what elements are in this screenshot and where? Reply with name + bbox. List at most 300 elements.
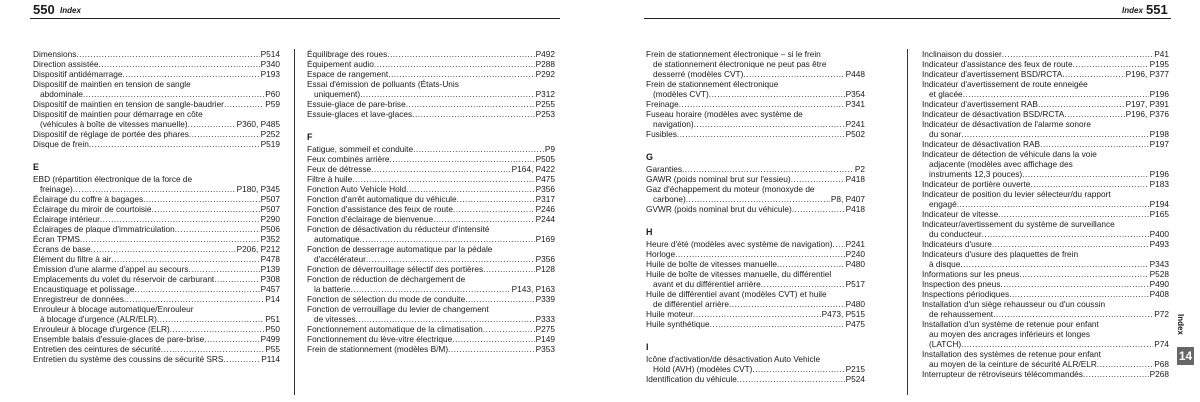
index-entry[interactable] — [33, 334, 280, 344]
index-entry[interactable] — [646, 269, 865, 289]
index-entry[interactable] — [33, 274, 280, 284]
index-entry-text: Hold (AVH) (modèles CVT) — [653, 364, 753, 374]
index-entry[interactable] — [646, 309, 865, 319]
index-entry[interactable] — [922, 109, 1169, 119]
index-page-reference[interactable]: P448 — [845, 69, 865, 79]
index-page-reference[interactable]: P506 — [260, 224, 280, 234]
index-entry-text: Huile de différentiel avant (modèles CVT) et huile — [646, 289, 827, 299]
index-page-reference[interactable]: P206, P212 — [236, 244, 280, 254]
index-page-reference[interactable]: P164, P422 — [511, 164, 555, 174]
index-page-reference[interactable]: P240 — [845, 249, 865, 259]
index-entry-text: Émission d'une alarme d'appel au secours — [33, 264, 189, 274]
index-page-reference[interactable]: P400 — [1149, 229, 1169, 239]
index-entry-text: du conducteur — [929, 229, 982, 239]
index-page-reference[interactable]: P312 — [535, 89, 555, 99]
index-page-reference[interactable]: P215 — [845, 364, 865, 374]
index-entry[interactable] — [646, 289, 865, 309]
index-entry[interactable] — [307, 214, 555, 224]
index-entry[interactable] — [33, 194, 280, 204]
index-entry[interactable] — [922, 59, 1169, 69]
index-page-reference[interactable]: P198 — [1149, 129, 1169, 139]
index-entry-text: Indicateur de vitesse — [922, 209, 999, 219]
index-page-reference[interactable]: P528 — [1149, 269, 1169, 279]
index-entry-text: au moyen de la ceinture de sécurité ALR/ELR — [929, 359, 1097, 369]
index-entry-text: Frein de stationnement (modèles B/M) — [307, 344, 449, 354]
index-entry-text: Fonctionnement automatique de la climatisation — [307, 324, 483, 334]
index-entry-text: Enrouleur à blocage automatique/Enrouleur — [33, 304, 194, 314]
index-page-reference[interactable]: P492 — [535, 49, 555, 59]
dot-leader — [761, 279, 845, 289]
index-page-reference[interactable]: P490 — [1149, 279, 1169, 289]
index-page-reference[interactable]: P149 — [535, 334, 555, 344]
index-page-reference[interactable]: P195 — [1149, 59, 1169, 69]
index-entry[interactable] — [307, 344, 555, 354]
dot-leader — [1097, 359, 1153, 369]
index-entry-text: Indicateur de désactivation RAB — [922, 139, 1041, 149]
index-page-reference[interactable]: P524 — [845, 374, 865, 384]
left-page-title: Index — [60, 6, 81, 15]
index-entry[interactable] — [922, 349, 1169, 369]
dot-leader — [777, 259, 845, 269]
index-entry[interactable] — [307, 49, 555, 59]
index-entry-text: Dispositif de maintien en tension de sangle-baudrier — [33, 99, 224, 109]
dot-leader — [188, 264, 259, 274]
index-page-reference[interactable]: P502 — [845, 129, 865, 139]
index-entry-text: Indicateur de détection de véhicule dans la voie — [922, 149, 1097, 159]
index-entry[interactable] — [307, 334, 555, 344]
index-entry[interactable] — [307, 244, 555, 264]
dot-leader — [961, 339, 1153, 349]
index-entry[interactable] — [33, 174, 280, 194]
index-entry[interactable] — [922, 299, 1169, 319]
index-entry-text: Entretien du système des coussins de sécurité SRS — [33, 354, 224, 364]
index-entry[interactable] — [922, 99, 1169, 109]
index-entry-text: du sonar — [929, 129, 962, 139]
index-page-reference[interactable]: P8, P407 — [830, 194, 865, 204]
index-entry[interactable] — [33, 224, 280, 234]
dot-leader — [170, 324, 265, 334]
dot-leader — [366, 254, 535, 264]
index-entry-text: Entretien des ceintures de sécurité — [33, 344, 161, 354]
dot-leader — [388, 69, 534, 79]
index-page-reference[interactable]: P288 — [535, 59, 555, 69]
index-page-reference[interactable]: P343 — [1149, 259, 1169, 269]
dot-leader — [963, 89, 1149, 99]
dot-leader — [406, 99, 535, 109]
index-entry-text: Installation des systèmes de retenue pour enfant — [922, 349, 1101, 359]
index-entry-text: navigation) — [653, 119, 694, 129]
dot-leader — [1073, 59, 1149, 69]
index-entry[interactable] — [307, 79, 555, 99]
dot-leader — [223, 354, 260, 364]
index-page-reference[interactable]: P352 — [260, 234, 280, 244]
index-entry[interactable] — [307, 144, 555, 154]
index-page-reference[interactable]: P473, P515 — [821, 309, 865, 319]
index-entry-text: Indicateur d'assistance des feux de route — [922, 59, 1073, 69]
index-letter-heading: F — [307, 132, 313, 142]
index-entry-text: Fonction de désactivation du réducteur d'intensité — [307, 224, 490, 234]
index-entry-text: Heure d'été (modèles avec système de navigation) — [646, 239, 833, 249]
index-page-reference[interactable]: P252 — [260, 129, 280, 139]
index-entry-text: Dispositif de maintien pour démarrage en côte — [33, 109, 203, 119]
index-entry[interactable] — [922, 79, 1169, 99]
index-entry[interactable] — [307, 304, 555, 324]
index-entry[interactable] — [922, 239, 1169, 249]
index-entry-text: Huile de boîte de vitesses manuelle — [646, 259, 777, 269]
index-page-reference[interactable]: P340 — [260, 59, 280, 69]
index-entry-text: Huile moteur — [646, 309, 694, 319]
index-page-reference[interactable]: P408 — [1149, 289, 1169, 299]
index-entry-text: Élément du filtre à air — [33, 254, 112, 264]
index-page-reference[interactable]: P275 — [535, 324, 555, 334]
index-entry-text: adjacente (modèles avec affichage des — [929, 159, 1073, 169]
index-page-reference[interactable]: P308 — [260, 274, 280, 284]
index-page-reference[interactable]: P241 — [845, 239, 865, 249]
index-entry-text: Éclairages de plaque d'immatriculation — [33, 224, 175, 234]
index-entry[interactable] — [307, 109, 555, 119]
index-entry[interactable] — [922, 49, 1169, 59]
dot-leader — [406, 184, 534, 194]
index-page-reference[interactable]: P114 — [261, 354, 280, 364]
dot-leader — [483, 264, 534, 274]
dot-leader — [452, 334, 534, 344]
index-entry-text: Icône d'activation/de désactivation Auto Vehicle — [646, 354, 821, 364]
index-entry[interactable] — [33, 344, 280, 354]
index-letter-heading: I — [646, 342, 649, 352]
index-entry[interactable] — [922, 369, 1169, 379]
index-page-reference[interactable]: P9 — [544, 144, 555, 154]
index-entry[interactable] — [922, 179, 1169, 189]
index-page-reference[interactable]: P193 — [260, 69, 280, 79]
index-entry[interactable] — [33, 354, 280, 364]
index-entry[interactable] — [33, 284, 280, 294]
index-entry[interactable] — [33, 254, 280, 264]
index-entry[interactable] — [922, 119, 1169, 139]
index-entry[interactable] — [33, 99, 280, 109]
index-page-reference[interactable]: P41 — [1154, 49, 1169, 59]
index-entry[interactable] — [646, 99, 865, 109]
index-page-reference[interactable]: P50 — [265, 324, 280, 334]
index-entry[interactable] — [33, 304, 280, 324]
index-entry[interactable] — [33, 234, 280, 244]
index-entry[interactable] — [922, 149, 1169, 179]
index-entry-text: Garanties — [646, 164, 682, 174]
index-entry[interactable] — [33, 79, 280, 99]
dot-leader — [709, 89, 845, 99]
index-entry-text: à disque — [929, 259, 961, 269]
index-page-reference[interactable]: P354 — [845, 89, 865, 99]
index-entry[interactable] — [33, 49, 280, 59]
index-entry[interactable] — [307, 174, 555, 184]
index-entry[interactable] — [646, 164, 865, 174]
index-page-reference[interactable]: P60 — [265, 89, 280, 99]
index-entry[interactable] — [33, 129, 280, 139]
index-page-reference[interactable]: P353 — [535, 344, 555, 354]
index-entry[interactable] — [307, 204, 555, 214]
index-entry[interactable] — [307, 69, 555, 79]
index-page-reference[interactable]: P292 — [535, 69, 555, 79]
index-entry[interactable] — [646, 259, 865, 269]
index-entry[interactable] — [646, 249, 865, 259]
index-entry[interactable] — [33, 214, 280, 224]
index-entry-text: Fonction de déverrouillage sélectif des portières — [307, 264, 484, 274]
dot-leader — [961, 129, 1148, 139]
index-entry[interactable] — [922, 249, 1169, 269]
index-page-reference[interactable]: P74 — [1154, 339, 1169, 349]
index-entry-text: Indicateur d'avertissement RAB — [922, 99, 1038, 109]
index-entry-text: Fonction de sélection du mode de conduite — [307, 294, 466, 304]
index-entry[interactable] — [33, 264, 280, 274]
index-entry[interactable] — [646, 204, 865, 214]
index-entry[interactable] — [646, 239, 865, 249]
dot-leader — [1030, 179, 1148, 189]
index-page-reference[interactable]: P333 — [535, 314, 555, 324]
index-page-reference[interactable]: P165 — [1149, 209, 1169, 219]
index-entry-text: desserré (modèles CVT) — [653, 69, 744, 79]
index-entry[interactable] — [922, 319, 1169, 349]
index-page-reference[interactable]: P475 — [845, 319, 865, 329]
dot-leader — [352, 174, 534, 184]
index-entry[interactable] — [646, 109, 865, 129]
index-page-reference[interactable]: P356 — [535, 254, 555, 264]
index-entry[interactable] — [646, 79, 865, 99]
index-page-reference[interactable]: P241 — [845, 119, 865, 129]
dot-leader — [122, 69, 259, 79]
index-entry-text: Indicateurs d'usure des plaquettes de frein — [922, 249, 1079, 259]
dot-leader — [412, 109, 534, 119]
index-entry-text: Emplacements du volet du réservoir de carburant — [33, 274, 215, 284]
dot-leader — [98, 59, 259, 69]
index-entry[interactable] — [33, 69, 280, 79]
index-entry[interactable] — [307, 164, 555, 174]
index-entry-text: Horloge — [646, 249, 676, 259]
index-page-reference[interactable]: P139 — [260, 264, 280, 274]
index-entry-text: la batterie — [314, 284, 351, 294]
index-entry[interactable] — [922, 289, 1169, 299]
index-page-reference[interactable]: P341 — [845, 99, 865, 109]
dot-leader — [982, 229, 1149, 239]
index-entry[interactable] — [33, 59, 280, 69]
index-page-reference[interactable]: P128 — [535, 264, 555, 274]
index-column-2 — [307, 49, 555, 354]
dot-leader — [433, 214, 534, 224]
index-entry-text: Équipement audio — [307, 59, 374, 69]
index-entry[interactable] — [307, 194, 555, 204]
index-page-reference[interactable]: P339 — [535, 294, 555, 304]
dot-leader — [1009, 289, 1148, 299]
index-entry-text: Indicateur de désactivation de l'alarme sonore — [922, 119, 1092, 129]
index-entry[interactable] — [33, 244, 280, 254]
dot-leader — [998, 209, 1149, 219]
index-entry-text: (véhicules à boîte de vitesses manuelle) — [40, 119, 188, 129]
index-entry-text: Inclinaison du dossier — [922, 49, 1002, 59]
index-entry[interactable] — [922, 219, 1169, 239]
dot-leader — [157, 314, 264, 324]
index-page-reference[interactable]: P517 — [845, 279, 865, 289]
index-page-reference[interactable]: P478 — [260, 254, 280, 264]
index-page-reference[interactable]: P317 — [535, 194, 555, 204]
index-page-reference[interactable]: P194 — [1149, 199, 1169, 209]
dot-leader — [833, 239, 845, 249]
index-entry[interactable] — [646, 49, 865, 79]
dot-leader — [791, 174, 845, 184]
dot-leader — [214, 274, 259, 284]
index-entry-text: abdominale — [40, 89, 83, 99]
index-entry-text: Espace de rangement — [307, 69, 389, 79]
dot-leader — [1000, 279, 1148, 289]
index-page-reference[interactable]: P418 — [845, 174, 865, 184]
dot-leader — [161, 344, 264, 354]
index-page-reference[interactable]: P519 — [260, 139, 280, 149]
dot-leader — [1022, 169, 1148, 179]
index-page-reference[interactable]: P196 — [1149, 169, 1169, 179]
index-entry[interactable] — [646, 374, 865, 384]
index-page-reference[interactable]: P169 — [535, 234, 555, 244]
index-entry-text: engagé — [929, 199, 957, 209]
index-entry-text: Fonction de desserrage automatique par la pédale — [307, 244, 493, 254]
index-page-reference[interactable]: P480 — [845, 299, 865, 309]
dot-leader — [679, 99, 845, 109]
index-entry-text: Installation d'un siège rehausseur ou d'un coussin — [922, 299, 1106, 309]
index-entry-text: Indicateur/avertissement du système de surveillance — [922, 219, 1115, 229]
index-entry-text: avant et du différentiel arrière — [653, 279, 761, 289]
index-entry[interactable] — [646, 354, 865, 374]
index-letter-heading: E — [33, 162, 40, 172]
index-entry[interactable] — [307, 294, 555, 304]
index-entry[interactable] — [922, 139, 1169, 149]
index-entry-text: Essuie-glace de pare-brise — [307, 99, 406, 109]
index-page-reference[interactable]: P356 — [535, 184, 555, 194]
index-page-reference[interactable]: P253 — [535, 109, 555, 119]
index-entry-text: GAWR (poids nominal brut sur l'essieu) — [646, 174, 791, 184]
index-entry-text: à blocage d'urgence (ALR/ELR) — [40, 314, 157, 324]
index-entry[interactable] — [307, 274, 555, 294]
index-entry-text: et glacée — [929, 89, 963, 99]
index-page-reference[interactable]: P360, P485 — [236, 119, 280, 129]
dot-leader — [710, 319, 845, 329]
index-entry[interactable] — [646, 319, 865, 329]
index-entry[interactable] — [922, 69, 1169, 79]
index-entry-text: au moyen des ancrages inférieurs et longes — [929, 329, 1090, 339]
index-page-reference[interactable]: P457 — [260, 284, 280, 294]
index-page-reference[interactable]: P197 — [1149, 139, 1169, 149]
dot-leader — [189, 129, 260, 139]
dot-leader — [457, 194, 535, 204]
index-page-reference[interactable]: P255 — [535, 99, 555, 109]
index-page-reference[interactable]: P480 — [845, 259, 865, 269]
index-page-reference[interactable]: P507 — [260, 204, 280, 214]
index-page-reference[interactable]: P290 — [260, 214, 280, 224]
index-entry[interactable] — [922, 189, 1169, 209]
index-page-reference[interactable]: P268 — [1149, 369, 1169, 379]
index-column-1 — [33, 49, 280, 364]
index-page-reference[interactable]: P244 — [535, 214, 555, 224]
index-page-reference[interactable]: P59 — [265, 99, 280, 109]
dot-leader — [743, 69, 844, 79]
dot-leader — [413, 144, 544, 154]
index-page-reference[interactable]: P183 — [1149, 179, 1169, 189]
index-page-reference[interactable]: P418 — [845, 204, 865, 214]
dot-leader — [152, 204, 260, 214]
index-entry[interactable] — [307, 224, 555, 244]
dot-leader — [752, 364, 844, 374]
index-page-reference[interactable]: P499 — [260, 334, 280, 344]
left-page-number: 550 — [33, 2, 55, 17]
index-page-reference[interactable]: P72 — [1154, 309, 1169, 319]
dot-leader — [89, 139, 260, 149]
index-entry[interactable] — [922, 269, 1169, 279]
index-page-reference[interactable]: P55 — [265, 344, 280, 354]
index-page-reference[interactable]: P51 — [265, 314, 280, 324]
index-entry[interactable] — [307, 324, 555, 334]
index-page-reference[interactable]: P475 — [535, 174, 555, 184]
index-page-reference[interactable]: P143, P163 — [511, 284, 555, 294]
dot-leader — [1062, 69, 1124, 79]
index-page-reference[interactable]: P493 — [1149, 239, 1169, 249]
index-entry[interactable] — [307, 184, 555, 194]
index-entry-text: Inspection des pneus — [922, 279, 1001, 289]
dot-leader — [387, 49, 534, 59]
index-entry[interactable] — [33, 139, 280, 149]
index-entry-text: Écran TPMS — [33, 234, 80, 244]
index-entry-text: Enrouleur à blocage d'urgence (ELR) — [33, 324, 170, 334]
index-entry[interactable] — [307, 154, 555, 164]
index-entry-text: Disque de frein — [33, 139, 89, 149]
index-entry[interactable] — [646, 184, 865, 204]
index-entry-text: Éclairage du miroir de courtoisie — [33, 204, 152, 214]
index-page-reference[interactable]: P196, P377 — [1125, 69, 1169, 79]
index-entry[interactable] — [922, 209, 1169, 219]
index-entry-text: Freinage — [646, 99, 679, 109]
dot-leader — [374, 59, 535, 69]
index-page-reference[interactable]: P14 — [265, 294, 280, 304]
index-entry[interactable] — [33, 324, 280, 334]
dot-leader — [356, 314, 535, 324]
index-entry[interactable] — [33, 109, 280, 129]
index-page-reference[interactable]: P68 — [1154, 359, 1169, 369]
index-entry[interactable] — [646, 174, 865, 184]
index-entry-text: Indicateur de désactivation BSD/RCTA — [922, 109, 1065, 119]
index-page-reference[interactable]: P514 — [260, 49, 280, 59]
index-entry[interactable] — [307, 99, 555, 109]
right-page-title: Index — [1122, 6, 1143, 15]
index-page-reference[interactable]: P2 — [854, 164, 865, 174]
index-page-reference[interactable]: P505 — [535, 154, 555, 164]
index-entry-text: Indicateur d'avertissement BSD/RCTA — [922, 69, 1063, 79]
index-page-reference[interactable]: P507 — [260, 194, 280, 204]
index-page-reference[interactable]: P180, P345 — [236, 184, 280, 194]
index-entry-text: Fonction Auto Vehicle Hold — [307, 184, 407, 194]
index-entry[interactable] — [307, 264, 555, 274]
index-entry-text: EBD (répartition électronique de la force de — [33, 174, 193, 184]
index-entry-text: automatique — [314, 234, 360, 244]
index-entry[interactable] — [33, 204, 280, 214]
index-entry[interactable] — [922, 279, 1169, 289]
dot-leader — [188, 119, 236, 129]
index-entry[interactable] — [33, 294, 280, 304]
dot-leader — [957, 199, 1149, 209]
index-page-reference[interactable]: P197, P391 — [1125, 99, 1169, 109]
index-page-reference[interactable]: P246 — [535, 204, 555, 214]
index-entry-text: Dispositif de maintien en tension de sangle — [33, 79, 191, 89]
index-page-reference[interactable]: P196 — [1149, 89, 1169, 99]
index-entry[interactable] — [646, 129, 865, 139]
dot-leader — [465, 294, 534, 304]
index-entry[interactable] — [307, 59, 555, 69]
index-page-reference[interactable]: P196, P376 — [1125, 109, 1169, 119]
index-entry-text: Dimensions — [33, 49, 77, 59]
index-entry-text: GVWR (poids nominal brut du véhicule) — [646, 204, 792, 214]
